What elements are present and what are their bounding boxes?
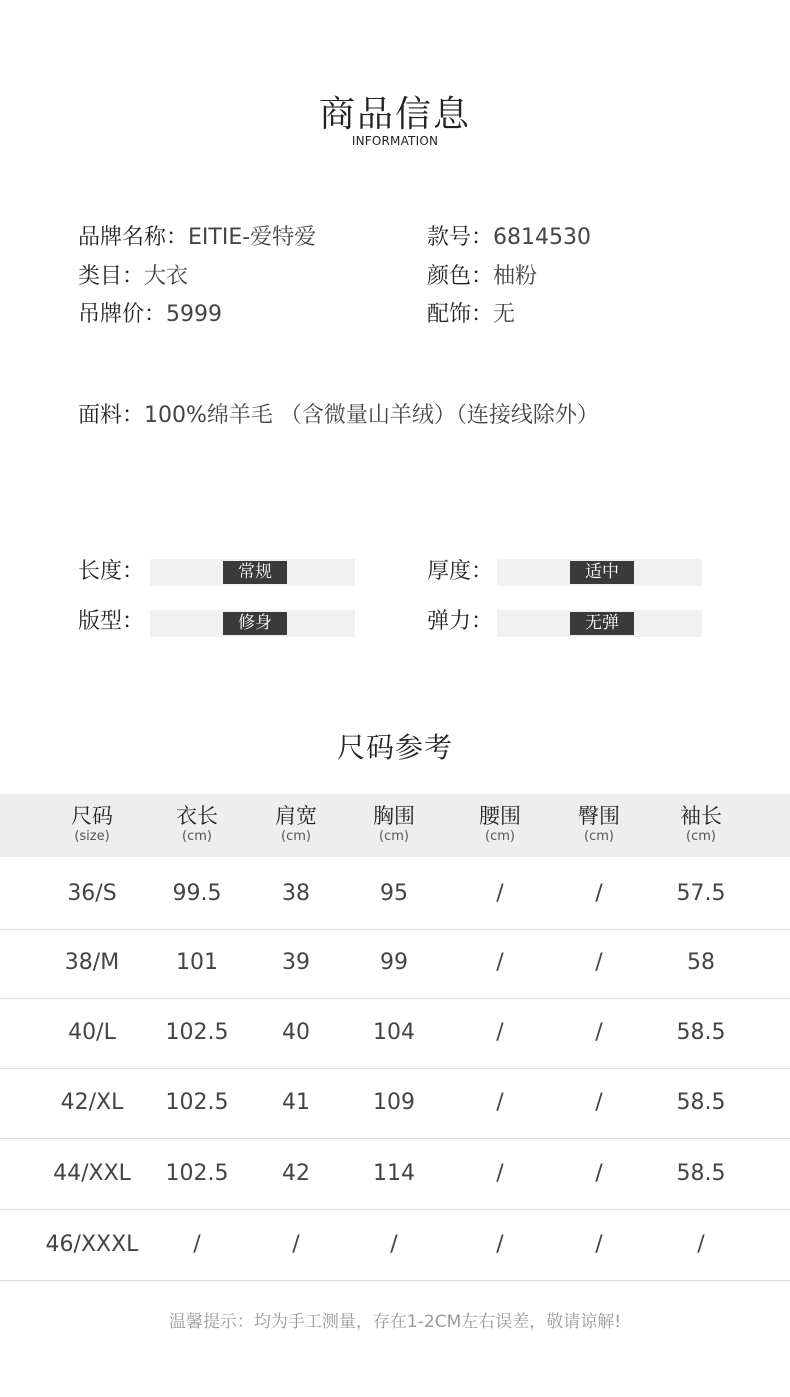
column-header bbox=[578, 803, 620, 845]
column-header bbox=[275, 803, 317, 845]
thickness-chip: 适中 bbox=[570, 561, 634, 584]
accessory-line bbox=[427, 300, 515, 330]
brand-key: 品牌名称： bbox=[78, 225, 189, 250]
table-row bbox=[0, 928, 790, 999]
table-cell: / bbox=[496, 881, 504, 906]
table-cell: 40/L bbox=[68, 1020, 116, 1045]
column-header bbox=[680, 803, 722, 845]
column-header bbox=[176, 803, 218, 845]
color-value: 柚粉 bbox=[493, 264, 538, 289]
size-chart-title: 尺码参考 bbox=[336, 731, 453, 764]
table-cell: / bbox=[292, 1232, 300, 1257]
table-cell: 102.5 bbox=[165, 1090, 229, 1115]
table-cell: 36/S bbox=[67, 881, 117, 906]
table-cell: / bbox=[496, 1161, 504, 1186]
category-value: 大衣 bbox=[144, 264, 189, 289]
table-cell: 99 bbox=[380, 950, 408, 975]
fabric-line bbox=[78, 401, 599, 431]
brand-line bbox=[78, 223, 316, 253]
table-cell: 57.5 bbox=[676, 881, 726, 906]
column-header bbox=[71, 803, 113, 845]
column-header-label: 袖长 bbox=[680, 804, 722, 828]
column-header-unit: (cm) bbox=[584, 829, 614, 844]
table-row bbox=[0, 998, 790, 1069]
column-header-label: 胸围 bbox=[373, 804, 415, 828]
table-cell: 58.5 bbox=[676, 1020, 726, 1045]
price-value: 5999 bbox=[166, 302, 223, 327]
length-label: 长度： bbox=[78, 559, 145, 584]
table-cell: 58.5 bbox=[676, 1161, 726, 1186]
table-row bbox=[0, 1139, 790, 1210]
fabric-value: 100%绵羊毛 （含微量山羊绒）（连接线除外） bbox=[144, 403, 599, 428]
table-cell: 104 bbox=[373, 1020, 415, 1045]
table-row bbox=[0, 1068, 790, 1139]
page-title: 商品信息 bbox=[318, 94, 471, 135]
table-cell: 58 bbox=[687, 950, 715, 975]
table-cell: 38 bbox=[282, 881, 310, 906]
column-header bbox=[373, 803, 415, 845]
table-cell: 38/M bbox=[64, 950, 120, 975]
column-header-unit: (cm) bbox=[281, 829, 311, 844]
table-cell: / bbox=[496, 1020, 504, 1045]
price-key: 吊牌价： bbox=[78, 302, 167, 327]
fabric-key: 面料： bbox=[78, 403, 145, 428]
table-cell: 41 bbox=[282, 1090, 310, 1115]
table-cell: / bbox=[496, 950, 504, 975]
table-cell: 95 bbox=[380, 881, 408, 906]
table-cell: / bbox=[496, 1090, 504, 1115]
size-table-header bbox=[0, 794, 790, 857]
table-cell: / bbox=[496, 1232, 504, 1257]
table-cell: 39 bbox=[282, 950, 310, 975]
color-key: 颜色： bbox=[427, 264, 494, 289]
table-row bbox=[0, 1210, 790, 1281]
elasticity-chip: 无弹 bbox=[570, 612, 634, 635]
column-header-unit: (size) bbox=[74, 829, 110, 844]
column-header-unit: (cm) bbox=[379, 829, 409, 844]
column-header-label: 衣长 bbox=[176, 804, 218, 828]
accessory-key: 配饰： bbox=[427, 302, 494, 327]
table-cell: 109 bbox=[373, 1090, 415, 1115]
table-cell: 46/XXXL bbox=[45, 1232, 139, 1257]
measurement-note: 温馨提示：均为手工测量，存在1-2CM左右误差，敬请谅解! bbox=[168, 1312, 622, 1332]
column-header-unit: (cm) bbox=[485, 829, 515, 844]
thickness-bar bbox=[497, 559, 702, 586]
thickness-label: 厚度： bbox=[427, 559, 494, 584]
table-cell: 40 bbox=[282, 1020, 310, 1045]
elasticity-label: 弹力： bbox=[427, 609, 494, 634]
table-cell: 42/XL bbox=[60, 1090, 124, 1115]
color-line bbox=[427, 262, 537, 292]
table-cell: / bbox=[595, 1161, 603, 1186]
table-cell: / bbox=[595, 950, 603, 975]
fit-label: 版型： bbox=[78, 609, 145, 634]
table-cell: / bbox=[595, 881, 603, 906]
style-key: 款号： bbox=[427, 225, 494, 250]
page-subtitle: INFORMATION bbox=[351, 134, 439, 148]
column-header-label: 腰围 bbox=[479, 804, 521, 828]
table-cell: / bbox=[595, 1090, 603, 1115]
style-line bbox=[427, 223, 591, 253]
fit-bar bbox=[150, 610, 355, 637]
table-cell: 44/XXL bbox=[53, 1161, 131, 1186]
table-cell: 102.5 bbox=[165, 1161, 229, 1186]
accessory-value: 无 bbox=[493, 302, 516, 327]
length-chip: 常规 bbox=[223, 561, 287, 584]
table-cell: / bbox=[595, 1020, 603, 1045]
table-cell: 101 bbox=[176, 950, 218, 975]
table-cell: 58.5 bbox=[676, 1090, 726, 1115]
table-cell: / bbox=[390, 1232, 398, 1257]
column-header-label: 尺码 bbox=[71, 804, 113, 828]
table-cell: / bbox=[697, 1232, 705, 1257]
column-header-unit: (cm) bbox=[686, 829, 716, 844]
column-header-label: 肩宽 bbox=[275, 804, 317, 828]
category-line bbox=[78, 262, 188, 292]
column-header-unit: (cm) bbox=[182, 829, 212, 844]
table-row bbox=[0, 859, 790, 930]
table-cell: 42 bbox=[282, 1161, 310, 1186]
table-cell: / bbox=[193, 1232, 201, 1257]
table-cell: 99.5 bbox=[172, 881, 222, 906]
table-cell: 114 bbox=[373, 1161, 415, 1186]
table-cell: / bbox=[595, 1232, 603, 1257]
elasticity-bar bbox=[497, 610, 702, 637]
table-cell: 102.5 bbox=[165, 1020, 229, 1045]
brand-value: EITIE-爱特爱 bbox=[188, 225, 317, 250]
column-header bbox=[479, 803, 521, 845]
length-bar bbox=[150, 559, 355, 586]
price-line bbox=[78, 300, 222, 330]
fit-chip: 修身 bbox=[223, 612, 287, 635]
style-value: 6814530 bbox=[493, 225, 591, 250]
category-key: 类目： bbox=[78, 264, 145, 289]
column-header-label: 臀围 bbox=[578, 804, 620, 828]
